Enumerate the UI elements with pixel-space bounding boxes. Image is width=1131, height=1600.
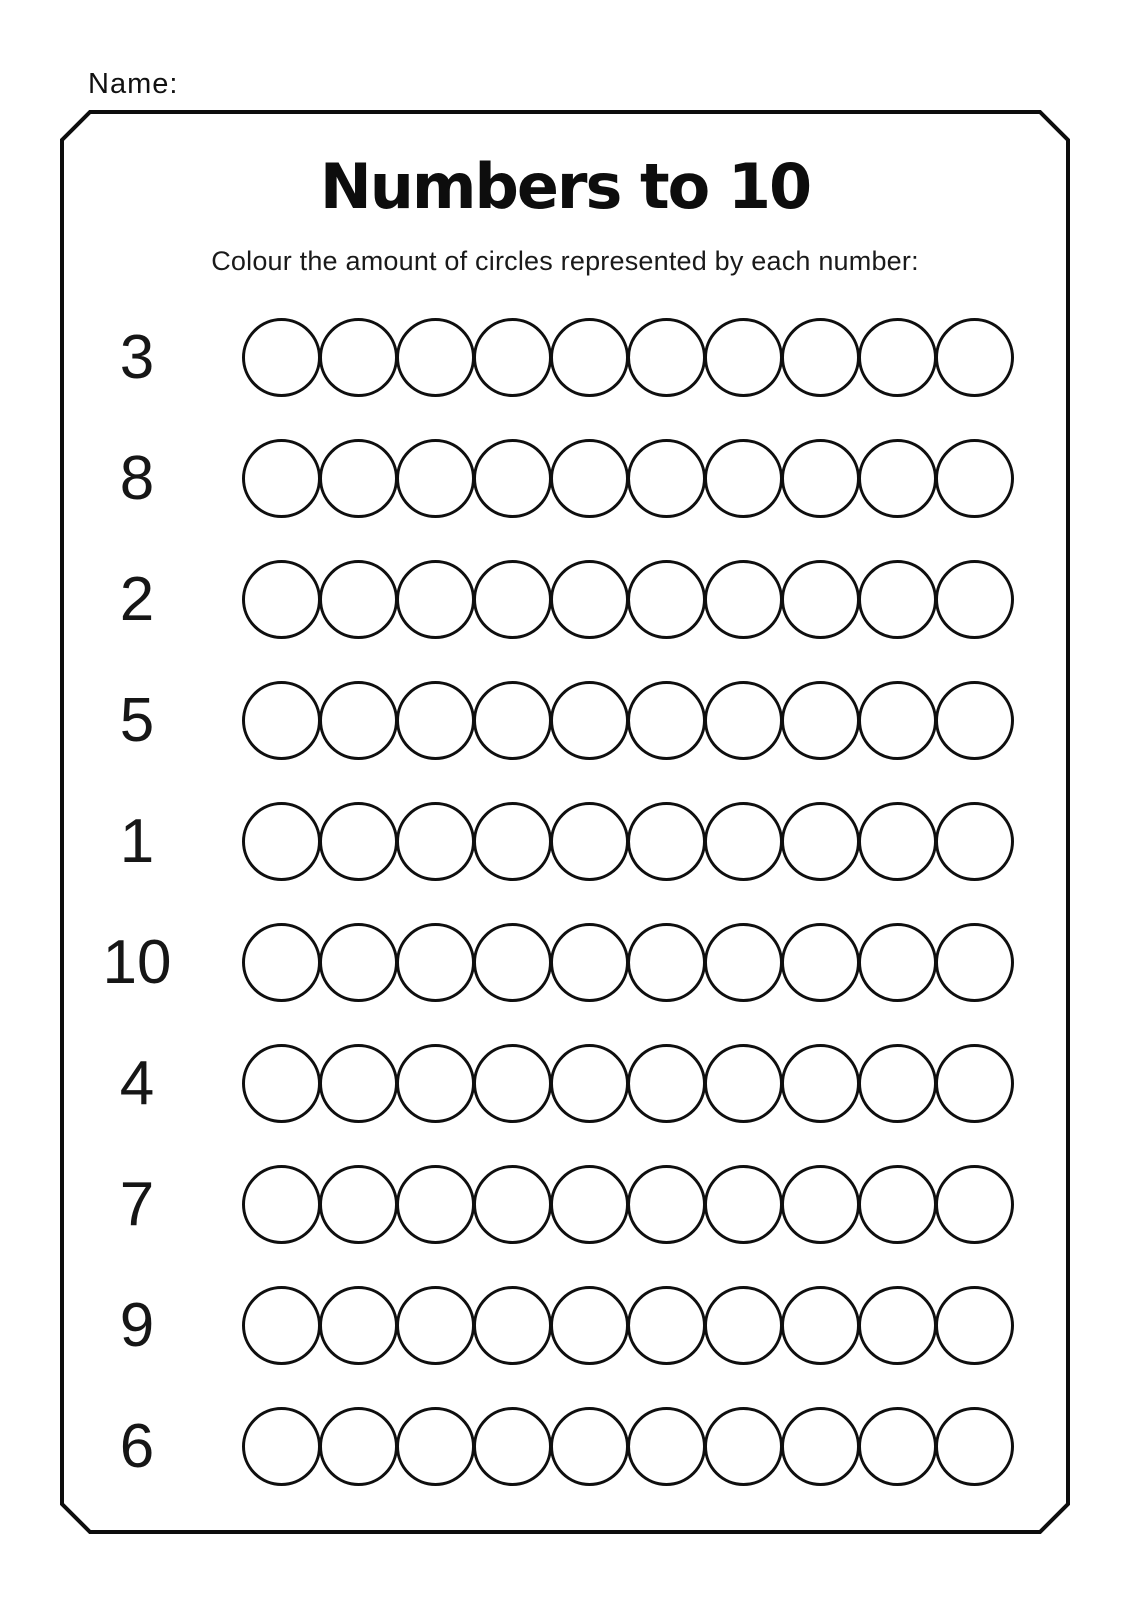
circle[interactable] (550, 560, 629, 639)
circle[interactable] (781, 1286, 860, 1365)
row-number: 6 (119, 1411, 155, 1481)
circle[interactable] (627, 318, 706, 397)
circle[interactable] (858, 439, 937, 518)
circle[interactable] (396, 923, 475, 1002)
worksheet-row (62, 660, 1068, 781)
circle-row (242, 318, 1014, 397)
circle[interactable] (550, 923, 629, 1002)
circle[interactable] (704, 1044, 783, 1123)
worksheet-row (62, 539, 1068, 660)
circle[interactable] (704, 1407, 783, 1486)
circle[interactable] (396, 1165, 475, 1244)
circle[interactable] (473, 802, 552, 881)
circle-row (242, 1286, 1014, 1365)
circle[interactable] (627, 681, 706, 760)
worksheet-row (62, 902, 1068, 1023)
circle[interactable] (704, 1286, 783, 1365)
circle[interactable] (704, 318, 783, 397)
circle[interactable] (550, 681, 629, 760)
circle[interactable] (242, 439, 321, 518)
row-number: 4 (119, 1048, 155, 1118)
circle[interactable] (242, 1286, 321, 1365)
circle[interactable] (319, 1165, 398, 1244)
row-number: 5 (119, 685, 155, 755)
circle[interactable] (396, 681, 475, 760)
worksheet-row (62, 1386, 1068, 1507)
circle[interactable] (627, 1165, 706, 1244)
circle[interactable] (935, 318, 1014, 397)
circle[interactable] (473, 318, 552, 397)
worksheet-row (62, 297, 1068, 418)
row-number: 10 (102, 927, 172, 997)
circle[interactable] (550, 802, 629, 881)
circle[interactable] (319, 923, 398, 1002)
circle[interactable] (935, 1044, 1014, 1123)
worksheet-row (62, 1023, 1068, 1144)
circle[interactable] (704, 439, 783, 518)
circle[interactable] (473, 923, 552, 1002)
circle[interactable] (473, 439, 552, 518)
circle[interactable] (935, 923, 1014, 1002)
circle[interactable] (704, 560, 783, 639)
circle[interactable] (473, 1044, 552, 1123)
circle[interactable] (935, 681, 1014, 760)
circle[interactable] (858, 923, 937, 1002)
circle[interactable] (627, 923, 706, 1002)
circle[interactable] (858, 318, 937, 397)
circle[interactable] (781, 681, 860, 760)
circle[interactable] (473, 681, 552, 760)
circle[interactable] (550, 1407, 629, 1486)
circle[interactable] (319, 1407, 398, 1486)
circle[interactable] (935, 1407, 1014, 1486)
row-number: 3 (119, 322, 155, 392)
row-number: 9 (119, 1290, 155, 1360)
circle-row (242, 439, 1014, 518)
circle-row (242, 802, 1014, 881)
circle[interactable] (935, 1165, 1014, 1244)
circle[interactable] (242, 923, 321, 1002)
circle[interactable] (935, 560, 1014, 639)
row-number: 8 (119, 443, 155, 513)
circle[interactable] (319, 560, 398, 639)
circle[interactable] (242, 802, 321, 881)
circle[interactable] (473, 1407, 552, 1486)
circle[interactable] (704, 802, 783, 881)
circle[interactable] (396, 802, 475, 881)
circle-row (242, 1044, 1014, 1123)
circle[interactable] (396, 439, 475, 518)
circle[interactable] (781, 560, 860, 639)
circle[interactable] (627, 1044, 706, 1123)
circle[interactable] (550, 1286, 629, 1365)
circle[interactable] (858, 802, 937, 881)
circle-row (242, 681, 1014, 760)
worksheet-row (62, 781, 1068, 902)
circle[interactable] (858, 681, 937, 760)
circle[interactable] (781, 318, 860, 397)
circle[interactable] (781, 923, 860, 1002)
circle[interactable] (858, 1044, 937, 1123)
circle[interactable] (473, 1286, 552, 1365)
rows-container (62, 297, 1068, 1507)
circle[interactable] (550, 1044, 629, 1123)
circle-row (242, 560, 1014, 639)
circle-row (242, 1165, 1014, 1244)
circle[interactable] (550, 1165, 629, 1244)
circle[interactable] (627, 802, 706, 881)
name-label: Name: (88, 68, 179, 100)
circle[interactable] (781, 1407, 860, 1486)
circle[interactable] (935, 439, 1014, 518)
circle[interactable] (781, 1165, 860, 1244)
row-number: 7 (119, 1169, 155, 1239)
circle[interactable] (935, 802, 1014, 881)
row-number: 2 (119, 564, 155, 634)
circle[interactable] (396, 560, 475, 639)
worksheet-instruction: Colour the amount of circles represented by each number: (211, 246, 919, 276)
circle[interactable] (704, 1165, 783, 1244)
circle[interactable] (396, 1286, 475, 1365)
row-number: 1 (119, 806, 155, 876)
circle[interactable] (704, 923, 783, 1002)
circle[interactable] (242, 1407, 321, 1486)
circle[interactable] (396, 318, 475, 397)
circle[interactable] (396, 1407, 475, 1486)
circle[interactable] (319, 1286, 398, 1365)
circle[interactable] (242, 681, 321, 760)
circle[interactable] (858, 1407, 937, 1486)
circle-row (242, 1407, 1014, 1486)
circle[interactable] (627, 1286, 706, 1365)
circle[interactable] (781, 802, 860, 881)
circle[interactable] (781, 439, 860, 518)
circle[interactable] (319, 1044, 398, 1123)
circle[interactable] (627, 439, 706, 518)
circle[interactable] (781, 1044, 860, 1123)
circle[interactable] (935, 1286, 1014, 1365)
circle[interactable] (704, 681, 783, 760)
worksheet-row (62, 418, 1068, 539)
circle-row (242, 923, 1014, 1002)
circle[interactable] (242, 318, 321, 397)
circle[interactable] (858, 1165, 937, 1244)
circle[interactable] (627, 560, 706, 639)
circle[interactable] (319, 681, 398, 760)
circle[interactable] (319, 802, 398, 881)
circle[interactable] (550, 318, 629, 397)
circle[interactable] (319, 439, 398, 518)
circle[interactable] (473, 560, 552, 639)
circle[interactable] (550, 439, 629, 518)
circle[interactable] (319, 318, 398, 397)
circle[interactable] (473, 1165, 552, 1244)
circle[interactable] (858, 1286, 937, 1365)
circle[interactable] (242, 1165, 321, 1244)
circle[interactable] (396, 1044, 475, 1123)
circle[interactable] (242, 560, 321, 639)
worksheet-row (62, 1265, 1068, 1386)
circle[interactable] (627, 1407, 706, 1486)
circle[interactable] (242, 1044, 321, 1123)
worksheet-title: Numbers to 10 (319, 150, 811, 223)
worksheet-row (62, 1144, 1068, 1265)
circle[interactable] (858, 560, 937, 639)
